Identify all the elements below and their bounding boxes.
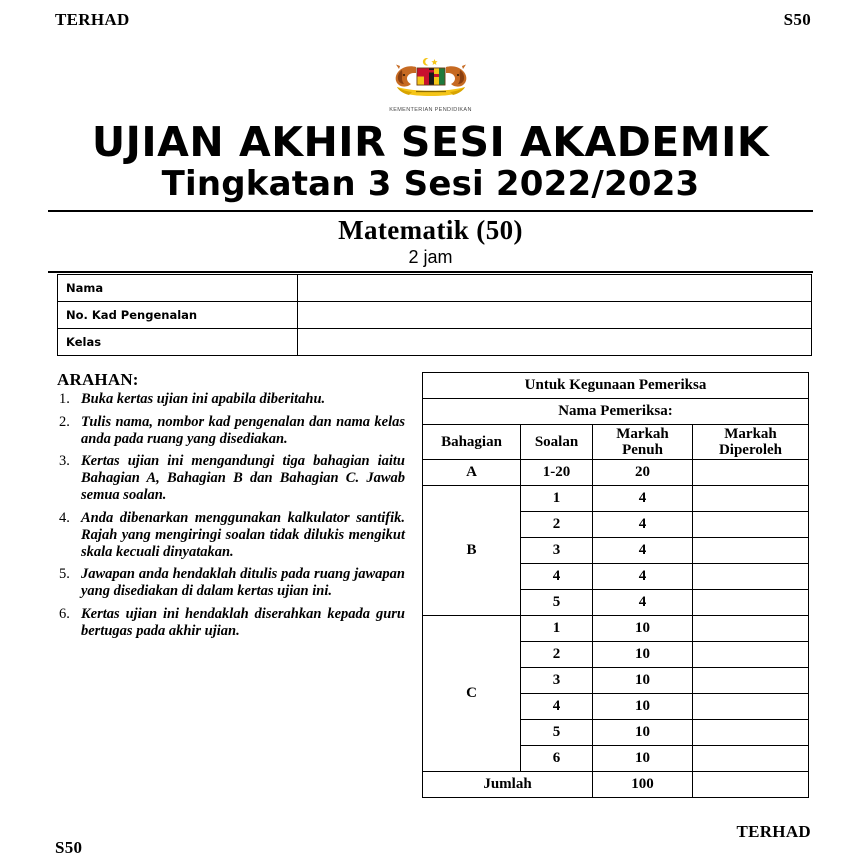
column-header-markah-diperoleh-line1: Markah bbox=[724, 426, 777, 442]
list-item-text: Kertas ujian ini mengandungi tiga bahagian iaitu Bahagian A, Bahagian B dan Bahagian C. Jawab semua soalan. bbox=[81, 453, 405, 504]
column-header-bahagian: Bahagian bbox=[423, 425, 521, 460]
section-c-markah-penuh: 10 bbox=[593, 642, 693, 668]
header-classification-left: TERHAD bbox=[55, 10, 130, 29]
section-c-markah-diperoleh[interactable] bbox=[693, 668, 809, 694]
section-c-markah-diperoleh[interactable] bbox=[693, 720, 809, 746]
crest-caption: KEMENTERIAN PENDIDIKAN bbox=[389, 107, 472, 113]
list-item bbox=[57, 391, 405, 408]
list-item-number: 1. bbox=[59, 391, 70, 407]
list-item-text: Jawapan anda hendaklah ditulis pada ruang jawapan yang disediakan di dalam kertas ujian ini. bbox=[81, 566, 405, 600]
section-c-markah-diperoleh[interactable] bbox=[693, 746, 809, 772]
title-divider-top bbox=[48, 210, 813, 212]
list-item-number: 5. bbox=[59, 566, 70, 583]
column-header-markah-diperoleh-line2: Diperoleh bbox=[718, 442, 783, 459]
section-a-markah-diperoleh[interactable] bbox=[693, 460, 809, 486]
list-item-number: 4. bbox=[59, 509, 70, 526]
footer-classification-right: TERHAD bbox=[736, 822, 811, 841]
section-b-markah-penuh: 4 bbox=[593, 486, 693, 512]
section-label-b: B bbox=[423, 486, 521, 616]
section-b-markah-diperoleh[interactable] bbox=[693, 538, 809, 564]
section-c-soalan: 3 bbox=[521, 668, 593, 694]
section-b-soalan: 5 bbox=[521, 590, 593, 616]
section-label-a: A bbox=[423, 460, 521, 486]
total-markah-diperoleh[interactable] bbox=[693, 772, 809, 798]
section-b-markah-penuh: 4 bbox=[593, 590, 693, 616]
candidate-label-ic: No. Kad Pengenalan bbox=[58, 302, 298, 329]
candidate-label-kelas: Kelas bbox=[58, 329, 298, 356]
section-c-markah-penuh: 10 bbox=[593, 616, 693, 642]
candidate-field-nama[interactable] bbox=[298, 275, 812, 302]
section-c-markah-diperoleh[interactable] bbox=[693, 694, 809, 720]
list-item bbox=[57, 606, 405, 640]
candidate-field-kelas[interactable] bbox=[298, 329, 812, 356]
section-c-soalan: 5 bbox=[521, 720, 593, 746]
table-row bbox=[58, 329, 812, 356]
section-b-markah-penuh: 4 bbox=[593, 512, 693, 538]
section-b-markah-diperoleh[interactable] bbox=[693, 486, 809, 512]
table-row bbox=[423, 486, 809, 512]
examiner-table-title: Untuk Kegunaan Pemeriksa bbox=[423, 373, 809, 399]
exam-title-main: UJIAN AKHIR SESI AKADEMIK bbox=[91, 118, 770, 166]
table-row bbox=[423, 373, 809, 399]
total-markah-penuh: 100 bbox=[593, 772, 693, 798]
table-row bbox=[58, 275, 812, 302]
column-header-soalan: Soalan bbox=[521, 425, 593, 460]
list-item-text: Kertas ujian ini hendaklah diserahkan kepada guru bertugas pada akhir ujian. bbox=[81, 605, 405, 639]
instructions-section bbox=[57, 370, 405, 646]
footer-paper-code-left: S50 bbox=[55, 838, 83, 857]
section-b-markah-penuh: 4 bbox=[593, 564, 693, 590]
section-b-markah-diperoleh[interactable] bbox=[693, 512, 809, 538]
column-header-markah-penuh-line2: Penuh bbox=[622, 442, 663, 459]
exam-title-subtitle: Tingkatan 3 Sesi 2022/2023 bbox=[161, 163, 700, 204]
candidate-label-nama: Nama bbox=[58, 275, 298, 302]
list-item bbox=[57, 510, 405, 560]
examiner-marks-table bbox=[422, 372, 809, 798]
section-b-soalan: 2 bbox=[521, 512, 593, 538]
section-b-markah-diperoleh[interactable] bbox=[693, 590, 809, 616]
section-b-soalan: 3 bbox=[521, 538, 593, 564]
column-header-markah-penuh bbox=[593, 425, 693, 460]
section-label-c: C bbox=[423, 616, 521, 772]
candidate-field-ic[interactable] bbox=[298, 302, 812, 329]
section-c-markah-diperoleh[interactable] bbox=[693, 642, 809, 668]
table-row bbox=[423, 772, 809, 798]
title-block bbox=[48, 118, 813, 273]
instructions-list bbox=[57, 391, 405, 640]
table-row bbox=[423, 399, 809, 425]
section-c-soalan: 6 bbox=[521, 746, 593, 772]
list-item bbox=[57, 453, 405, 503]
section-c-soalan: 1 bbox=[521, 616, 593, 642]
candidate-details-table bbox=[57, 274, 812, 356]
section-c-markah-diperoleh[interactable] bbox=[693, 616, 809, 642]
section-c-soalan: 4 bbox=[521, 694, 593, 720]
section-a-soalan: 1-20 bbox=[521, 460, 593, 486]
list-item-text: Tulis nama, nombor kad pengenalan dan nama kelas anda pada ruang yang disediakan. bbox=[81, 413, 405, 447]
section-c-markah-penuh: 10 bbox=[593, 720, 693, 746]
malaysia-coat-of-arms-icon bbox=[387, 88, 475, 105]
total-label: Jumlah bbox=[423, 772, 593, 798]
instructions-heading: ARAHAN: bbox=[57, 370, 139, 389]
section-b-soalan: 4 bbox=[521, 564, 593, 590]
crest-container bbox=[0, 55, 861, 113]
table-row bbox=[423, 460, 809, 486]
header-paper-code-right: S50 bbox=[783, 10, 811, 29]
section-b-soalan: 1 bbox=[521, 486, 593, 512]
section-c-markah-penuh: 10 bbox=[593, 668, 693, 694]
section-c-markah-penuh: 10 bbox=[593, 746, 693, 772]
list-item bbox=[57, 566, 405, 600]
column-header-markah-diperoleh bbox=[693, 425, 809, 460]
column-header-markah-penuh-line1: Markah bbox=[616, 426, 669, 442]
list-item-number: 3. bbox=[59, 453, 70, 470]
exam-subject: Matematik (50) bbox=[338, 214, 523, 245]
section-a-markah-penuh: 20 bbox=[593, 460, 693, 486]
exam-duration: 2 jam bbox=[408, 246, 453, 267]
list-item bbox=[57, 414, 405, 448]
table-row bbox=[423, 425, 809, 460]
list-item-text: Anda dibenarkan menggunakan kalkulator santifik. Rajah yang mengiringi soalan tidak dilukis mengikut skala kecuali dinyatakan. bbox=[81, 509, 405, 560]
table-row bbox=[58, 302, 812, 329]
section-c-markah-penuh: 10 bbox=[593, 694, 693, 720]
examiner-name-label[interactable]: Nama Pemeriksa: bbox=[423, 399, 809, 425]
list-item-number: 2. bbox=[59, 413, 70, 430]
section-c-soalan: 2 bbox=[521, 642, 593, 668]
list-item-text: Buka kertas ujian ini apabila diberitahu. bbox=[81, 391, 326, 407]
list-item-number: 6. bbox=[59, 605, 70, 622]
section-b-markah-penuh: 4 bbox=[593, 538, 693, 564]
section-b-markah-diperoleh[interactable] bbox=[693, 564, 809, 590]
table-row bbox=[423, 616, 809, 642]
